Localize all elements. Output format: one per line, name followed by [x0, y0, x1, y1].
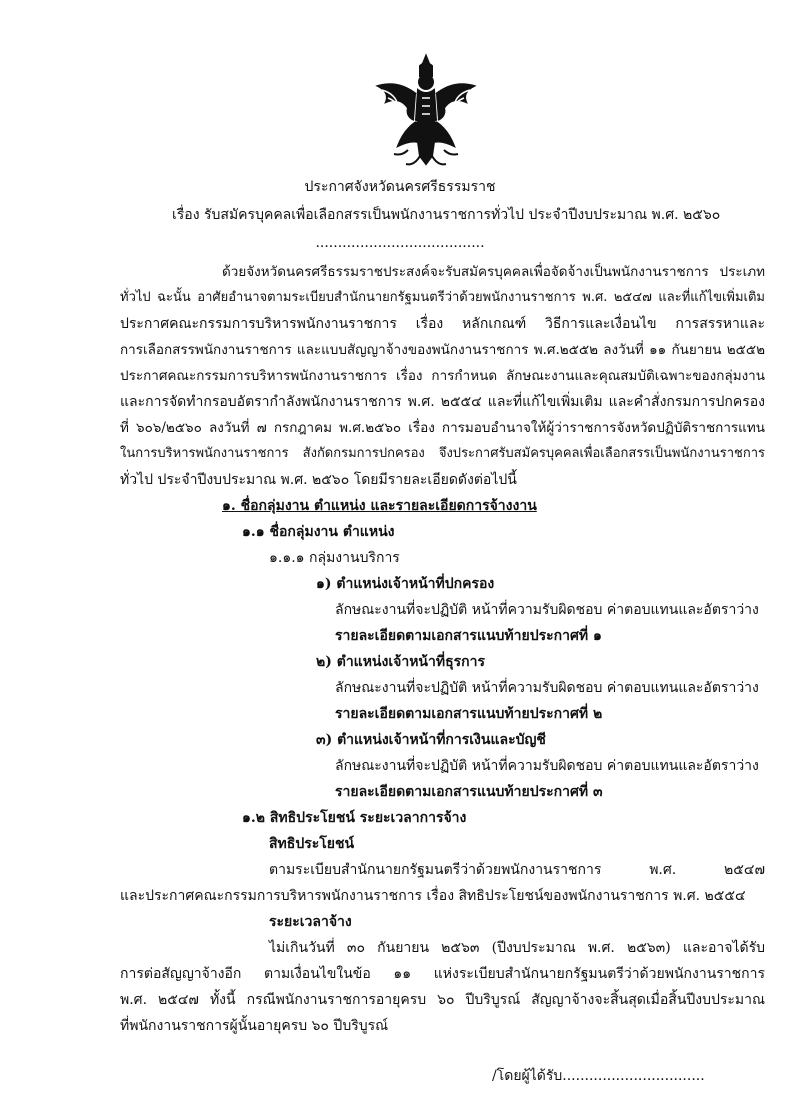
position-desc: ลักษณะงานที่จะปฏิบัติ หน้าที่ความรับผิดชอบ ค่าตอบแทนและอัตราว่าง: [335, 602, 759, 618]
term-line: ไม่เกินวันที่ ๓๐ กันยายน ๒๕๖๓ (ปีงบประมาณ พ.ศ. ๒๕๖๓) และอาจได้รับ: [269, 940, 765, 956]
intro-line: ในการบริหารพนักงานราชการ สังกัดกรมการปกครอง จึงประกาศรับสมัครบุคคลเพื่อเลือกสรรเป็นพนักงานราชการ: [120, 446, 765, 461]
position-title: ๑) ตำแหน่งเจ้าหน้าที่ปกครอง: [316, 576, 495, 592]
position-desc: ลักษณะงานที่จะปฏิบัติ หน้าที่ความรับผิดชอบ ค่าตอบแทนและอัตราว่าง: [335, 680, 759, 696]
intro-line: และการจัดทำกรอบอัตรากำลังพนักงานราชการ พ.ศ. ๒๕๕๔ และที่แก้ไขเพิ่มเติม และคำสั่งกรมการปกครอง: [120, 394, 765, 410]
subsection-heading: ๑.๑.๑ กลุ่มงานบริการ: [269, 550, 400, 566]
continued-note: /โดยผู้ได้รับ................................: [492, 1068, 705, 1084]
garuda-emblem-icon: [368, 50, 484, 170]
intro-line: ด้วยจังหวัดนครศรีธรรมราชประสงค์จะรับสมัครบุคคลเพื่อจัดจ้างเป็นพนักงานราชการ ประเภท: [222, 264, 765, 280]
term-line: การต่อสัญญาจ้างอีก ตามเงื่อนไขในข้อ ๑๑ แห่งระเบียบสำนักนายกรัฐมนตรีว่าด้วยพนักงานราชการ: [120, 966, 765, 982]
intro-line: ประกาศคณะกรรมการบริหารพนักงานราชการ เรื่อง หลักเกณฑ์ วิธีการและเงื่อนไข การสรรหาและ: [120, 316, 765, 332]
announcement-subject: เรื่อง รับสมัครบุคคลเพื่อเลือกสรรเป็นพนักงานราชการทั่วไป ประจำปีงบประมาณ พ.ศ. ๒๕๖๐: [172, 207, 721, 223]
separator-line: ......................................: [315, 235, 485, 251]
intro-line: ที่ ๖๐๖/๒๕๖๐ ลงวันที่ ๗ กรกฎาคม พ.ศ.๒๕๖๐ เรื่อง การมอบอำนาจให้ผู้ว่าราชการจังหวัดปฏิบัติราชการแทน: [120, 420, 765, 436]
subsection-heading: ๑.๑ ชื่อกลุ่มงาน ตำแหน่ง: [242, 524, 395, 540]
position-ref: รายละเอียดตามเอกสารแนบท้ายประกาศที่ ๓: [335, 784, 603, 800]
section-heading: ๑. ชื่อกลุ่มงาน ตำแหน่ง และรายละเอียดการจ้างงาน: [222, 498, 537, 514]
benefits-line: และประกาศคณะกรรมการบริหารพนักงานราชการ เรื่อง สิทธิประโยชน์ของพนักงานราชการ พ.ศ. ๒๕๕๔: [120, 888, 746, 904]
term-line: พ.ศ. ๒๕๔๗ ทั้งนี้ กรณีพนักงานราชการอายุครบ ๖๐ ปีบริบูรณ์ สัญญาจ้างจะสิ้นสุดเมื่อสิ้นปีงบประมาณ: [120, 992, 765, 1008]
position-ref: รายละเอียดตามเอกสารแนบท้ายประกาศที่ ๑: [335, 628, 602, 644]
announcement-org: ประกาศจังหวัดนครศรีธรรมราช: [304, 179, 496, 195]
benefits-heading: สิทธิประโยชน์: [269, 836, 355, 852]
intro-line: ประกาศคณะกรรมการบริหารพนักงานราชการ เรื่อง การกำหนด ลักษณะงานและคุณสมบัติเฉพาะของกลุ่มงาน: [120, 368, 765, 384]
position-title: ๒) ตำแหน่งเจ้าหน้าที่ธุรการ: [316, 654, 485, 670]
intro-line: การเลือกสรรพนักงานราชการ และแบบสัญญาจ้างของพนักงานราชการ พ.ศ.๒๕๕๒ ลงวันที่ ๑๑ กันยายน ๒๕๕๒: [120, 342, 765, 358]
intro-line: ทั่วไป ฉะนั้น อาศัยอำนาจตามระเบียบสำนักนายกรัฐมนตรีว่าด้วยพนักงานราชการ พ.ศ. ๒๕๔๗ และที่แก้ไขเพิ่มเติม: [120, 290, 765, 305]
position-ref: รายละเอียดตามเอกสารแนบท้ายประกาศที่ ๒: [335, 706, 603, 722]
intro-line: ทั่วไป ประจำปีงบประมาณ พ.ศ. ๒๕๖๐ โดยมีรายละเอียดดังต่อไปนี้: [120, 472, 517, 488]
position-desc: ลักษณะงานที่จะปฏิบัติ หน้าที่ความรับผิดชอบ ค่าตอบแทนและอัตราว่าง: [335, 758, 759, 774]
term-line: ที่พนักงานราชการผู้นั้นอายุครบ ๖๐ ปีบริบูรณ์: [120, 1018, 389, 1034]
position-title: ๓) ตำแหน่งเจ้าหน้าที่การเงินและบัญชี: [316, 732, 546, 748]
benefits-line: ตามระเบียบสำนักนายกรัฐมนตรีว่าด้วยพนักงานราชการ พ.ศ. ๒๕๔๗: [269, 862, 765, 878]
term-heading: ระยะเวลาจ้าง: [269, 914, 352, 930]
subsection-heading: ๑.๒ สิทธิประโยชน์ ระยะเวลาการจ้าง: [242, 810, 467, 826]
